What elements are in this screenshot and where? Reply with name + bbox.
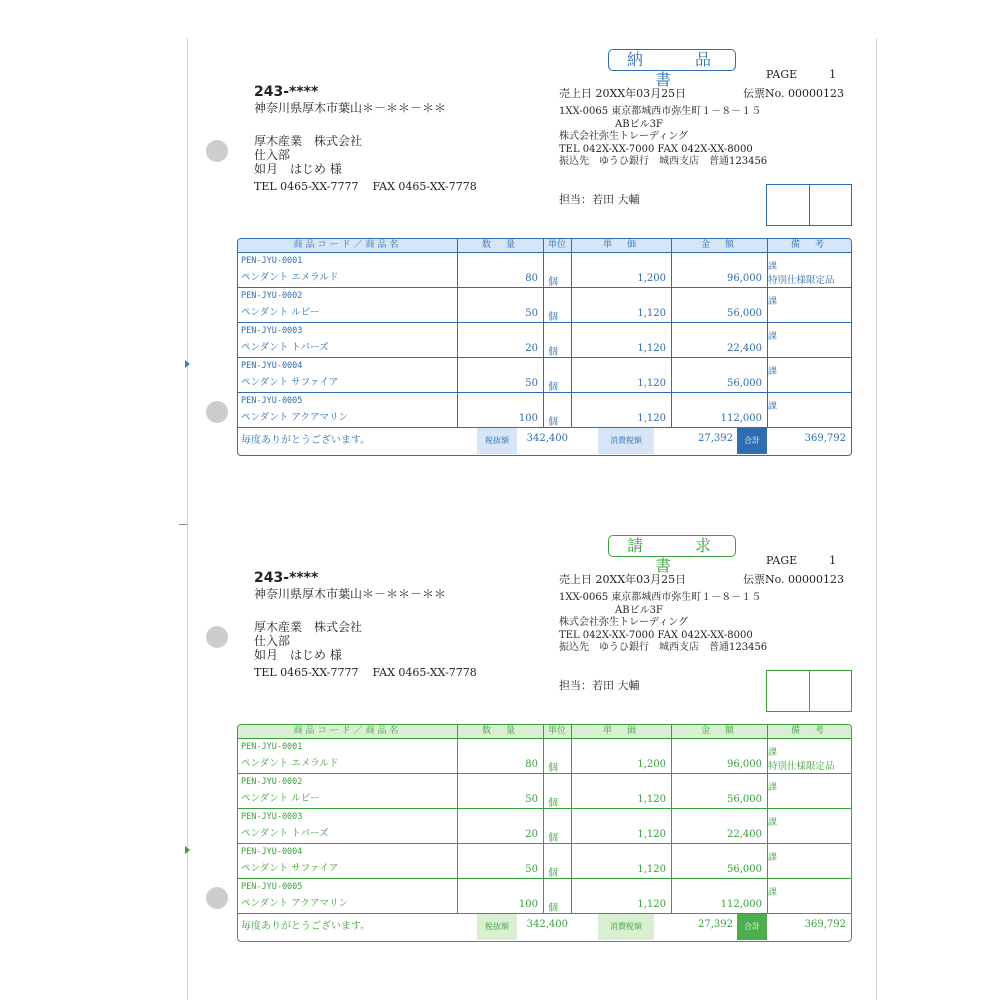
row-item-name: ペンダント エメラルド: [241, 272, 339, 283]
slip-number: 伝票No. 00000123: [743, 573, 845, 586]
staff-name: 担当：若田 大輔: [559, 679, 640, 692]
sender-address: 1XX-0065 東京都城西市弥生町１－８－１５: [559, 106, 762, 117]
row-tax-class: 課: [768, 748, 778, 758]
row-note: 特別仕様限定品: [768, 761, 835, 772]
row-unit-price: 1,120: [637, 378, 666, 389]
subtotal-label: 税抜額: [477, 914, 517, 940]
tax-value: 27,392: [698, 919, 733, 930]
row-tax-class: 課: [768, 297, 778, 307]
row-item-code: PEN-JYU-0005: [241, 882, 303, 892]
tax-value: 27,392: [698, 433, 733, 444]
row-quantity: 80: [525, 273, 538, 284]
row-unit-price: 1,120: [637, 864, 666, 875]
page-indicator: [766, 554, 836, 567]
row-unit-price: 1,120: [637, 308, 666, 319]
staff-name: 担当：若田 大輔: [559, 193, 640, 206]
customer-address: 神奈川県厚木市葉山＊－＊＊－＊＊: [254, 587, 447, 601]
customer-person: 如月 はじめ 様: [254, 648, 342, 662]
row-divider: [238, 252, 851, 253]
row-amount: 96,000: [727, 759, 762, 770]
row-unit: 個: [548, 798, 558, 809]
customer-zip: 243-****: [254, 570, 319, 586]
row-item-name: ペンダント エメラルド: [241, 758, 339, 769]
row-item-code: PEN-JYU-0003: [241, 812, 303, 822]
row-tax-class: 課: [768, 888, 778, 898]
header-price: 単 価: [602, 240, 639, 250]
row-unit-price: 1,200: [637, 759, 666, 770]
thanks-message: 毎度ありがとうございます。: [241, 921, 371, 932]
header-unit: 単位: [547, 726, 566, 736]
row-divider: [238, 878, 851, 879]
row-amount: 22,400: [727, 829, 762, 840]
customer-tel: TEL 0465-XX-7777 FAX 0465-XX-7778: [254, 180, 477, 193]
form-title: 納 品 書: [608, 49, 736, 71]
header-amount: 金 額: [700, 726, 737, 736]
sender-tel: TEL 042X-XX-7000 FAX 042X-XX-8000: [559, 143, 753, 155]
row-divider: [238, 843, 851, 844]
row-amount: 56,000: [727, 378, 762, 389]
customer-department: 仕入部: [254, 148, 291, 162]
row-unit: 個: [548, 382, 558, 393]
header-qty: 数 量: [481, 726, 518, 736]
row-quantity: 50: [525, 864, 538, 875]
margin-marker-icon: [185, 846, 190, 854]
tax-label: 消費税額: [598, 428, 654, 454]
sender-bank: 振込先 ゆうひ銀行 城西支店 普通123456: [559, 642, 768, 653]
row-quantity: 50: [525, 308, 538, 319]
row-unit: 個: [548, 417, 558, 428]
row-quantity: 100: [518, 413, 538, 424]
row-divider: [238, 392, 851, 393]
row-item-name: ペンダント トパーズ: [241, 342, 329, 353]
stamp-box: [766, 184, 852, 226]
row-item-code: PEN-JYU-0001: [241, 742, 303, 752]
sender-block: [559, 592, 767, 655]
sender-tel: TEL 042X-XX-7000 FAX 042X-XX-8000: [559, 629, 753, 641]
row-divider: [238, 322, 851, 323]
row-item-code: PEN-JYU-0002: [241, 291, 303, 301]
row-item-name: ペンダント トパーズ: [241, 828, 329, 839]
column-divider: [671, 239, 672, 427]
row-quantity: 50: [525, 794, 538, 805]
row-item-name: ペンダント アクアマリン: [241, 412, 348, 423]
customer-address: 神奈川県厚木市葉山＊－＊＊－＊＊: [254, 101, 447, 115]
row-amount: 112,000: [720, 899, 762, 910]
header-note: 備 考: [790, 240, 827, 250]
punch-hole-icon: [206, 626, 228, 648]
column-divider: [671, 725, 672, 913]
delivery-slip: [188, 38, 876, 518]
row-quantity: 100: [518, 899, 538, 910]
column-divider: [543, 239, 544, 427]
row-unit: 個: [548, 903, 558, 914]
row-item-code: PEN-JYU-0004: [241, 847, 303, 857]
customer-department: 仕入部: [254, 634, 291, 648]
row-quantity: 50: [525, 378, 538, 389]
margin-marker-icon: [185, 360, 190, 368]
table-footer: [238, 427, 851, 455]
row-item-code: PEN-JYU-0004: [241, 361, 303, 371]
page-label: PAGE: [766, 68, 798, 81]
sender-company: 株式会社弥生トレーディング: [559, 617, 688, 628]
items-table: [237, 724, 852, 942]
column-divider: [457, 725, 458, 913]
row-amount: 96,000: [727, 273, 762, 284]
sender-bank: 振込先 ゆうひ銀行 城西支店 普通123456: [559, 156, 768, 167]
row-item-name: ペンダント サファイア: [241, 863, 339, 874]
form-sheet: [187, 38, 877, 1000]
total-label: 合計: [737, 914, 767, 940]
row-item-name: ペンダント ルビー: [241, 307, 320, 318]
sender-address: 1XX-0065 東京都城西市弥生町１－８－１５: [559, 592, 762, 603]
table-footer: [238, 913, 851, 941]
row-item-name: ペンダント ルビー: [241, 793, 320, 804]
page-indicator: [766, 68, 836, 81]
row-unit: 個: [548, 868, 558, 879]
sender-building: ABビル3F: [615, 118, 663, 130]
header-unit: 単位: [547, 240, 566, 250]
row-quantity: 20: [525, 343, 538, 354]
page-label: PAGE: [766, 554, 798, 567]
form-title: 請 求 書: [608, 535, 736, 557]
items-table: [237, 238, 852, 456]
row-amount: 112,000: [720, 413, 762, 424]
row-tax-class: 課: [768, 262, 778, 272]
row-tax-class: 課: [768, 402, 778, 412]
row-amount: 56,000: [727, 794, 762, 805]
stamp-box: [766, 670, 852, 712]
total-value: 369,792: [804, 919, 846, 930]
subtotal-label: 税抜額: [477, 428, 517, 454]
sender-building: ABビル3F: [615, 604, 663, 616]
fold-tick: [179, 524, 187, 525]
sender-company: 株式会社弥生トレーディング: [559, 131, 688, 142]
customer-zip: 243-****: [254, 84, 319, 100]
tax-label: 消費税額: [598, 914, 654, 940]
punch-hole-icon: [206, 887, 228, 909]
customer-block: [254, 134, 362, 176]
customer-company: 厚木産業 株式会社: [254, 620, 363, 634]
row-amount: 56,000: [727, 864, 762, 875]
row-unit-price: 1,120: [637, 343, 666, 354]
sales-date: 売上日 20XX年03月25日: [559, 87, 687, 100]
row-divider: [238, 738, 851, 739]
row-item-code: PEN-JYU-0001: [241, 256, 303, 266]
row-unit: 個: [548, 833, 558, 844]
row-unit: 個: [548, 277, 558, 288]
row-unit-price: 1,120: [637, 829, 666, 840]
column-divider: [543, 725, 544, 913]
punch-hole-icon: [206, 140, 228, 162]
row-unit-price: 1,120: [637, 413, 666, 424]
row-divider: [238, 773, 851, 774]
row-divider: [238, 287, 851, 288]
invoice: [188, 524, 876, 1004]
page-number: 1: [829, 554, 837, 567]
customer-tel: TEL 0465-XX-7777 FAX 0465-XX-7778: [254, 666, 477, 679]
row-tax-class: 課: [768, 783, 778, 793]
header-qty: 数 量: [481, 240, 518, 250]
sender-block: [559, 106, 767, 169]
thanks-message: 毎度ありがとうございます。: [241, 435, 371, 446]
row-unit-price: 1,120: [637, 794, 666, 805]
row-unit: 個: [548, 763, 558, 774]
row-unit: 個: [548, 312, 558, 323]
header-note: 備 考: [790, 726, 827, 736]
row-divider: [238, 357, 851, 358]
row-quantity: 20: [525, 829, 538, 840]
row-tax-class: 課: [768, 853, 778, 863]
subtotal-value: 342,400: [526, 433, 568, 444]
slip-number: 伝票No. 00000123: [743, 87, 845, 100]
customer-company: 厚木産業 株式会社: [254, 134, 363, 148]
sales-date: 売上日 20XX年03月25日: [559, 573, 687, 586]
total-value: 369,792: [804, 433, 846, 444]
column-divider: [571, 725, 572, 913]
customer-block: [254, 620, 362, 662]
row-item-name: ペンダント アクアマリン: [241, 898, 348, 909]
column-divider: [571, 239, 572, 427]
row-tax-class: 課: [768, 367, 778, 377]
row-item-code: PEN-JYU-0005: [241, 396, 303, 406]
row-item-code: PEN-JYU-0002: [241, 777, 303, 787]
table-header: [238, 239, 851, 252]
row-amount: 22,400: [727, 343, 762, 354]
row-divider: [238, 808, 851, 809]
row-tax-class: 課: [768, 818, 778, 828]
customer-person: 如月 はじめ 様: [254, 162, 342, 176]
punch-hole-icon: [206, 401, 228, 423]
row-note: 特別仕様限定品: [768, 275, 835, 286]
header-amount: 金 額: [700, 240, 737, 250]
page-number: 1: [829, 68, 837, 81]
row-quantity: 80: [525, 759, 538, 770]
column-divider: [457, 239, 458, 427]
subtotal-value: 342,400: [526, 919, 568, 930]
row-amount: 56,000: [727, 308, 762, 319]
row-item-code: PEN-JYU-0003: [241, 326, 303, 336]
total-label: 合計: [737, 428, 767, 454]
header-item: 商品コード／商品名: [293, 726, 402, 736]
table-header: [238, 725, 851, 738]
row-item-name: ペンダント サファイア: [241, 377, 339, 388]
header-item: 商品コード／商品名: [293, 240, 402, 250]
row-tax-class: 課: [768, 332, 778, 342]
header-price: 単 価: [602, 726, 639, 736]
row-unit-price: 1,200: [637, 273, 666, 284]
row-unit: 個: [548, 347, 558, 358]
row-unit-price: 1,120: [637, 899, 666, 910]
